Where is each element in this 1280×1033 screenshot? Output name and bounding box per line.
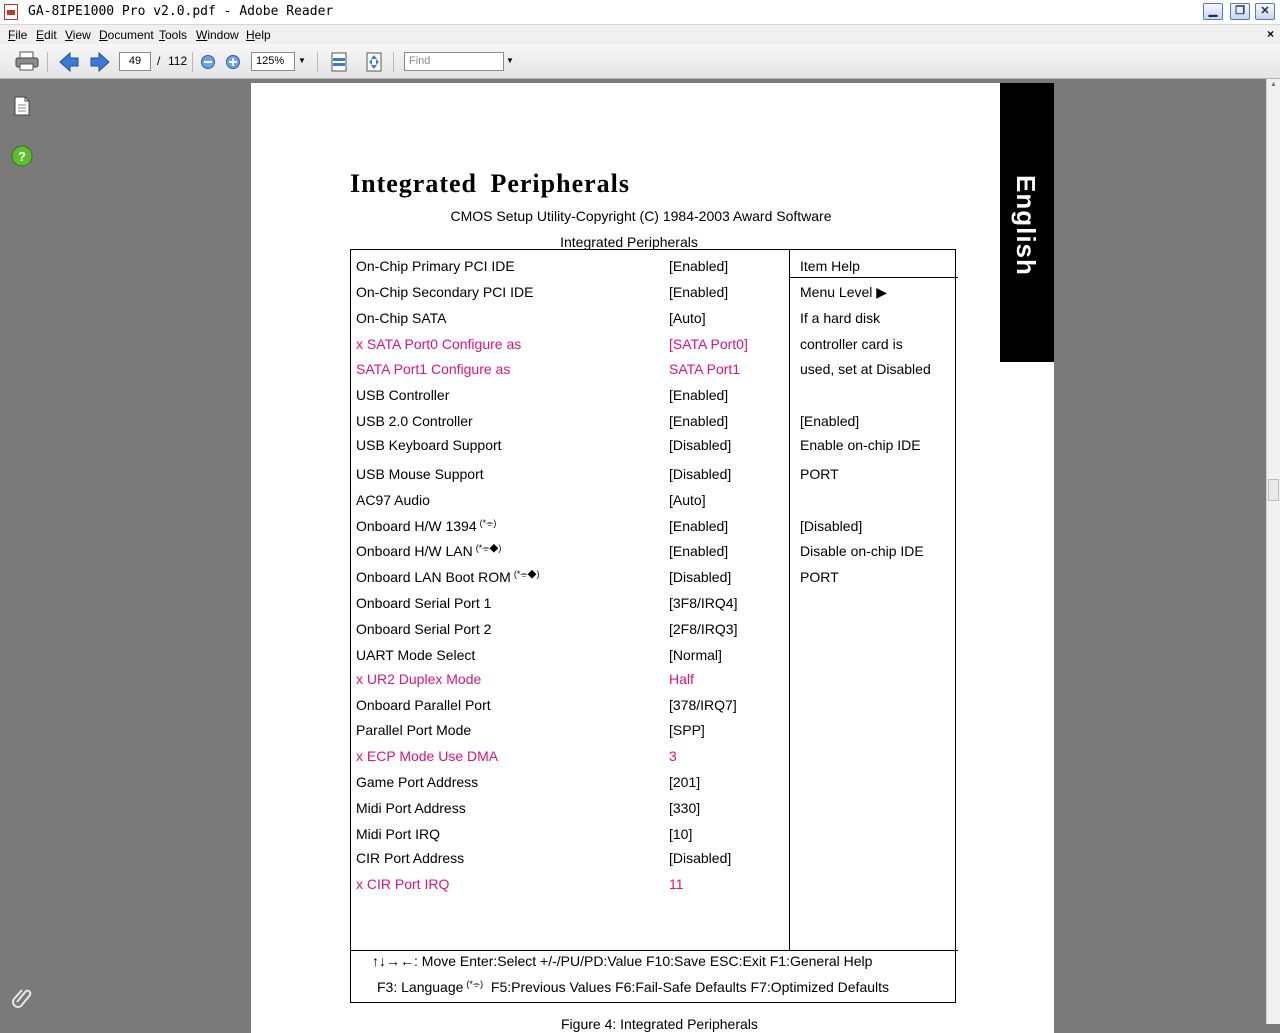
keys-line-1: ↑↓→←: Move Enter:Select +/-/PU/PD:Value F10:Save ESC:Exit F1:General Help — [372, 953, 873, 969]
keys-line-2-rest: F5:Previous Values F6:Fail-Safe Defaults F7:Optimized Defaults — [490, 979, 890, 995]
bios-setting-label — [356, 466, 484, 482]
help-text-line: controller card is — [800, 336, 903, 352]
menu-edit[interactable]: Edit — [36, 28, 57, 42]
bios-setting-label-text: Onboard Serial Port 2 — [356, 621, 492, 637]
bios-setting-value: [Disabled] — [669, 437, 732, 453]
bios-setting-value: [Enabled] — [669, 387, 729, 403]
bios-setting-label — [356, 361, 510, 377]
find-dropdown-icon[interactable]: ▼ — [506, 56, 514, 65]
find-input[interactable]: Find — [404, 52, 504, 71]
bios-setting-value: [Disabled] — [669, 466, 732, 482]
bios-setting-label — [356, 437, 502, 453]
bios-setting-note: (*⌯) — [479, 518, 497, 528]
help-text-line: Menu Level ▶ — [800, 284, 888, 300]
bios-setting-label-text: x ECP Mode Use DMA — [356, 748, 499, 764]
close-button[interactable]: ✕ — [1255, 3, 1275, 20]
menu-tools[interactable]: Tools — [159, 28, 188, 42]
bios-setting-value: [Enabled] — [669, 518, 729, 534]
bios-setting-label-text: Midi Port IRQ — [356, 826, 441, 842]
keys-line-2-sup: (*⌯) — [466, 979, 484, 989]
help-title-underline — [790, 277, 958, 278]
cmos-header: CMOS Setup Utility-Copyright (C) 1984-2003 Award Software — [450, 208, 832, 224]
help-text-line: Disable on-chip IDE — [800, 543, 924, 559]
zoom-out-icon[interactable] — [200, 54, 216, 70]
help-text-line: PORT — [800, 466, 839, 482]
page-total: 112 — [168, 54, 188, 68]
bios-setting-label — [356, 518, 496, 534]
toolbar-separator — [393, 52, 394, 72]
bios-setting-label-text: Onboard H/W 1394 — [356, 518, 477, 534]
bios-setting-label-text: x CIR Port IRQ — [356, 876, 450, 892]
bios-setting-value: [Enabled] — [669, 284, 729, 300]
bios-setting-label — [356, 800, 466, 816]
zoom-dropdown-icon[interactable]: ▼ — [298, 56, 306, 65]
toolbar-separator — [47, 52, 48, 72]
bios-setting-label — [356, 774, 478, 790]
minimize-button[interactable]: ▁ — [1203, 3, 1223, 20]
screen-caption: Integrated Peripherals — [560, 234, 698, 250]
bios-setting-label-text: SATA Port1 Configure as — [356, 361, 511, 377]
bios-setting-label-text: x SATA Port0 Configure as — [356, 336, 522, 352]
bios-setting-label-text: On-Chip Secondary PCI IDE — [356, 284, 534, 300]
bios-setting-value: 3 — [669, 748, 677, 764]
fit-page-icon[interactable] — [365, 52, 383, 72]
menu-view[interactable]: View — [65, 28, 91, 42]
bios-setting-value: [Disabled] — [669, 850, 732, 866]
help-text-line: Enable on-chip IDE — [800, 437, 921, 453]
page-number-input[interactable]: 49 — [119, 52, 151, 71]
bios-setting-label — [356, 826, 440, 842]
pdf-app-icon — [4, 4, 18, 20]
page-separator: / — [157, 54, 161, 68]
previous-page-icon[interactable] — [58, 52, 80, 72]
bios-setting-label — [356, 671, 481, 687]
help-text-line: PORT — [800, 569, 839, 585]
pages-panel-icon[interactable] — [13, 95, 31, 117]
menu-document[interactable]: Document — [99, 28, 154, 42]
scroll-up-icon[interactable]: ▲ — [1270, 81, 1277, 88]
menu-help[interactable]: Help — [246, 28, 271, 42]
bios-setting-value: [Enabled] — [669, 413, 729, 429]
bios-setting-value: Half — [669, 671, 694, 687]
restore-button[interactable]: ❐ — [1230, 3, 1250, 20]
next-page-icon[interactable] — [89, 52, 111, 72]
bios-setting-label — [356, 850, 464, 866]
toolbar-separator — [192, 52, 193, 72]
help-title: Item Help — [800, 258, 860, 274]
navigation-pane — [0, 79, 44, 1024]
figure-caption: Figure 4: Integrated Peripherals — [561, 1016, 758, 1032]
bios-setting-label-text: Onboard H/W LAN — [356, 543, 473, 559]
zoom-level-input[interactable]: 125% — [251, 52, 295, 71]
bios-setting-value: [201] — [669, 774, 701, 790]
bios-setting-note: (*⌯◆) — [513, 569, 540, 579]
language-tab-label: English — [1011, 175, 1041, 276]
bios-setting-label — [356, 621, 491, 637]
keys-line-2-language: F3: Language — [377, 979, 464, 995]
help-text-line: If a hard disk — [800, 310, 881, 326]
bios-setting-value: [10] — [669, 826, 693, 842]
bios-setting-label — [356, 492, 430, 508]
toolbar-separator — [317, 52, 318, 72]
title-bar — [0, 0, 1280, 25]
svg-text:?: ? — [18, 149, 26, 164]
bios-setting-label-text: Parallel Port Mode — [356, 722, 472, 738]
bios-setting-label — [356, 748, 498, 764]
bios-column-divider — [789, 249, 790, 950]
bios-setting-label-text: Onboard LAN Boot ROM — [356, 569, 511, 585]
bios-setting-label-text: Game Port Address — [356, 774, 479, 790]
bios-setting-label — [356, 876, 449, 892]
help-icon[interactable] — [11, 145, 33, 167]
bios-setting-value: [Enabled] — [669, 543, 729, 559]
page-title: Integrated Peripherals — [350, 169, 631, 198]
bios-setting-value: [330] — [669, 800, 701, 816]
pdf-page — [251, 83, 1054, 1033]
attachment-icon[interactable] — [10, 985, 34, 1009]
bios-setting-label-text: USB 2.0 Controller — [356, 413, 473, 429]
print-icon[interactable] — [14, 50, 40, 72]
bios-setting-label-text: CIR Port Address — [356, 850, 465, 866]
scrollbar-thumb[interactable] — [1268, 479, 1279, 501]
bios-setting-label — [356, 387, 449, 403]
vertical-scrollbar[interactable] — [1266, 79, 1280, 1024]
bios-setting-value: [Enabled] — [669, 258, 729, 274]
keys-line-2 — [377, 979, 889, 995]
bios-setting-label — [356, 722, 471, 738]
bios-setting-label-text: USB Mouse Support — [356, 466, 484, 482]
bios-setting-label-text: AC97 Audio — [356, 492, 430, 508]
bios-setting-label — [356, 310, 447, 326]
bios-setting-label — [356, 336, 521, 352]
help-text-line: [Enabled] — [800, 413, 860, 429]
menu-file[interactable]: File — [8, 28, 28, 42]
bios-setting-label-text: Midi Port Address — [356, 800, 466, 816]
bios-setting-note: (*⌯◆) — [475, 543, 502, 553]
zoom-in-icon[interactable] — [225, 54, 241, 70]
bios-setting-value: [Normal] — [669, 647, 722, 663]
bios-setting-label — [356, 284, 533, 300]
bios-setting-label-text: Onboard Parallel Port — [356, 697, 491, 713]
bios-setting-value: [SPP] — [669, 722, 705, 738]
bios-setting-value: [378/IRQ7] — [669, 697, 737, 713]
bios-setting-label — [356, 569, 540, 585]
bios-setting-label-text: x UR2 Duplex Mode — [356, 671, 482, 687]
document-close-icon[interactable]: × — [1266, 27, 1274, 41]
bios-setting-label — [356, 413, 473, 429]
help-text-line: used, set at Disabled — [800, 361, 931, 377]
bios-setting-label — [356, 543, 501, 559]
bios-setting-value: [Auto] — [669, 310, 706, 326]
bios-setting-label-text: USB Controller — [356, 387, 450, 403]
bios-setting-value: [Auto] — [669, 492, 706, 508]
bios-setting-label-text: Onboard Serial Port 1 — [356, 595, 492, 611]
menu-bar — [0, 25, 1280, 44]
bios-setting-label — [356, 647, 475, 663]
help-text-line: [Disabled] — [800, 518, 863, 534]
bios-setting-value: 11 — [669, 876, 684, 892]
bios-setting-label-text: UART Mode Select — [356, 647, 476, 663]
window-title: GA-8IPE1000 Pro v2.0.pdf - Adobe Reader — [28, 4, 334, 19]
menu-window[interactable]: Window — [196, 28, 239, 42]
bios-setting-value: [Disabled] — [669, 569, 732, 585]
bios-setting-value: [3F8/IRQ4] — [669, 595, 738, 611]
bios-setting-value: [2F8/IRQ3] — [669, 621, 738, 637]
bios-setting-label-text: On-Chip SATA — [356, 310, 447, 326]
bios-setting-label — [356, 595, 491, 611]
bios-setting-label — [356, 258, 515, 274]
toolbar — [0, 44, 1280, 79]
fit-width-icon[interactable] — [330, 52, 348, 72]
bios-setting-value: SATA Port1 — [669, 361, 741, 377]
keys-divider — [350, 950, 958, 951]
bios-setting-label-text: On-Chip Primary PCI IDE — [356, 258, 515, 274]
bios-setting-value: [SATA Port0] — [669, 336, 748, 352]
bios-setting-label — [356, 697, 491, 713]
bios-setting-label-text: USB Keyboard Support — [356, 437, 502, 453]
